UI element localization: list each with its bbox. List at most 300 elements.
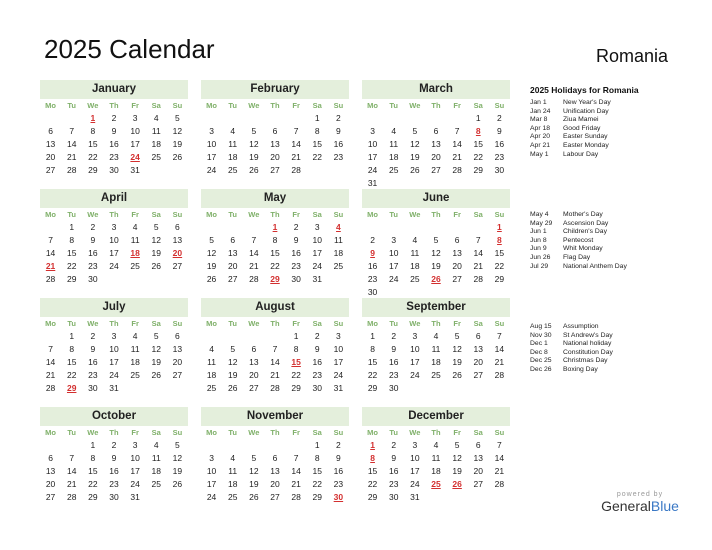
day-cell: 2 [293, 222, 299, 232]
weekday-label: Tu [228, 210, 238, 219]
day-cell: 25 [333, 261, 344, 271]
day-cell: 13 [473, 344, 483, 354]
day-cell: 21 [66, 479, 77, 489]
day-cell: 19 [452, 466, 462, 476]
day-cell: 13 [270, 139, 280, 149]
day-cell: 11 [151, 126, 161, 136]
day-cell: 26 [410, 165, 420, 175]
day-cell: 11 [228, 139, 238, 149]
day-cell: 29 [66, 274, 77, 284]
day-cell: 19 [431, 261, 441, 271]
day-cell: 27 [270, 492, 280, 502]
brand-name [580, 498, 700, 514]
day-cell: 23 [388, 479, 399, 489]
day-cell: 21 [494, 466, 505, 476]
holiday-list-3 [530, 323, 705, 375]
day-cell: 11 [130, 235, 140, 245]
day-cell: 2 [391, 331, 397, 341]
empty-cell [264, 330, 285, 343]
day-cell: 23 [312, 370, 322, 380]
day-cell: 30 [494, 165, 505, 175]
day-cell: 4 [132, 331, 138, 341]
brand-powered-text: powered by [616, 491, 664, 498]
day-cell: 7 [251, 235, 257, 245]
weekday-label: Sa [473, 319, 483, 328]
empty-cell [40, 330, 61, 343]
empty-cell [61, 439, 82, 452]
weekday-label: Th [109, 428, 119, 437]
weekday-label: Tu [228, 101, 238, 110]
weekday-label: Su [494, 319, 505, 328]
day-cell: 28 [291, 165, 301, 175]
day-cell: 28 [45, 274, 56, 284]
empty-cell [264, 112, 285, 125]
empty-cell [447, 112, 468, 125]
day-cell: 18 [227, 479, 238, 489]
weekday-label: Fr [453, 101, 461, 110]
weekday-label: Mo [367, 101, 378, 110]
day-cell: 17 [410, 357, 420, 367]
month-name: February [201, 80, 349, 99]
day-cell: 21 [249, 261, 259, 271]
weekday-label: Mo [367, 428, 378, 437]
weekday-label: Mo [45, 428, 56, 437]
day-cell: 13 [431, 139, 441, 149]
day-cell: 16 [333, 139, 344, 149]
holiday-date: Aug 15 [530, 323, 552, 330]
day-cell: 7 [497, 440, 502, 450]
weekday-label: Sa [473, 428, 483, 437]
day-cell: 18 [130, 357, 140, 367]
day-cell: 13 [249, 357, 259, 367]
day-cell: 30 [388, 492, 399, 502]
weekday-label: Tu [67, 101, 77, 110]
day-cell: 10 [388, 248, 399, 258]
day-cell: 27 [270, 165, 280, 175]
day-cell: 14 [291, 466, 301, 476]
day-cell: 2 [111, 113, 117, 123]
day-cell: 22 [270, 261, 280, 271]
month-name: August [201, 298, 349, 317]
day-cell: 28 [452, 165, 462, 175]
weekday-label: Tu [389, 101, 399, 110]
day-cell: 27 [431, 165, 441, 175]
month-10 [201, 407, 349, 504]
day-cell: 18 [151, 139, 161, 149]
month-2 [362, 80, 510, 190]
day-cell: 4 [209, 344, 214, 354]
day-cell: 23 [109, 152, 119, 162]
weekday-label: Mo [206, 210, 217, 219]
day-cell: 7 [48, 235, 53, 245]
day-cell: 24 [410, 479, 420, 489]
empty-cell [201, 330, 222, 343]
holiday-day: 15 [291, 357, 301, 367]
day-cell: 14 [249, 248, 259, 258]
holiday-day: 24 [130, 152, 140, 162]
day-cell: 14 [452, 139, 462, 149]
day-cell: 28 [270, 383, 280, 393]
holiday-name: Easter Monday [563, 141, 609, 149]
weekday-label: Th [270, 210, 280, 219]
day-cell: 5 [433, 235, 439, 245]
day-grid [40, 208, 188, 286]
day-cell: 2 [90, 331, 96, 341]
holiday-day: 1 [272, 222, 278, 232]
holiday-name: Children's Day [563, 228, 607, 236]
holiday-name: National holiday [563, 340, 612, 348]
day-cell: 27 [45, 165, 56, 175]
empty-cell [201, 112, 222, 125]
day-cell: 9 [336, 126, 341, 136]
month-3 [40, 189, 188, 286]
empty-cell [61, 112, 82, 125]
empty-cell [243, 330, 264, 343]
day-cell: 15 [312, 139, 322, 149]
month-9 [40, 407, 188, 504]
day-cell: 4 [132, 222, 138, 232]
holiday-date: Mar 8 [530, 116, 548, 124]
day-cell: 14 [45, 357, 56, 367]
day-cell: 16 [291, 248, 301, 258]
day-cell: 30 [291, 274, 301, 284]
empty-cell [243, 221, 264, 234]
weekday-label: Su [494, 210, 505, 219]
empty-cell [425, 112, 446, 125]
holiday-date: May 1 [530, 150, 549, 158]
day-cell: 25 [130, 370, 140, 380]
day-cell: 6 [475, 440, 481, 450]
holiday-day: 29 [270, 274, 280, 284]
day-cell: 12 [452, 453, 462, 463]
holiday-date: May 4 [530, 211, 549, 218]
weekday-label: Mo [206, 319, 217, 328]
day-cell: 7 [293, 126, 299, 136]
day-cell: 1 [475, 113, 481, 123]
day-cell: 22 [66, 370, 77, 380]
weekday-label: Su [172, 210, 183, 219]
day-cell: 28 [66, 492, 77, 502]
holiday-day: 18 [130, 248, 140, 258]
day-cell: 10 [410, 344, 420, 354]
weekday-label: Mo [45, 319, 56, 328]
day-cell: 5 [175, 440, 180, 450]
day-cell: 9 [111, 453, 117, 463]
day-cell: 31 [410, 492, 420, 502]
weekday-label: Tu [67, 210, 77, 219]
day-cell: 18 [206, 370, 217, 380]
empty-cell [362, 112, 383, 125]
month-name: November [201, 407, 349, 426]
day-cell: 4 [153, 440, 159, 450]
weekday-label: Sa [151, 210, 161, 219]
day-cell: 20 [172, 357, 183, 367]
day-cell: 11 [410, 248, 420, 258]
day-cell: 21 [494, 357, 505, 367]
page-title: 2025 Calendar [44, 34, 215, 64]
day-cell: 8 [314, 126, 320, 136]
holiday-date: Apr 20 [530, 133, 551, 141]
holiday-date: Nov 30 [530, 331, 552, 339]
weekday-label: Mo [206, 428, 217, 437]
day-cell: 21 [473, 261, 483, 271]
day-grid [201, 317, 349, 395]
day-cell: 20 [452, 261, 462, 271]
day-cell: 17 [312, 248, 322, 258]
day-cell: 3 [209, 453, 214, 463]
holiday-name: Boxing Day [563, 365, 598, 373]
weekday-label: We [248, 319, 260, 328]
day-cell: 10 [109, 235, 119, 245]
day-cell: 24 [109, 370, 119, 380]
month-5 [362, 189, 510, 299]
day-cell: 7 [69, 453, 75, 463]
day-cell: 9 [293, 235, 299, 245]
day-cell: 25 [206, 383, 217, 393]
day-cell: 26 [151, 261, 161, 271]
day-cell: 5 [412, 126, 418, 136]
weekday-label: Mo [206, 101, 217, 110]
day-cell: 23 [88, 370, 98, 380]
day-cell: 5 [454, 331, 460, 341]
day-cell: 28 [45, 383, 56, 393]
holiday-day: 8 [497, 235, 502, 245]
weekday-label: Su [333, 101, 344, 110]
day-cell: 22 [312, 479, 322, 489]
day-cell: 10 [130, 126, 140, 136]
day-cell: 12 [172, 126, 183, 136]
empty-cell [447, 221, 468, 234]
day-cell: 1 [69, 222, 75, 232]
day-cell: 22 [291, 370, 301, 380]
weekday-label: Su [172, 428, 183, 437]
day-cell: 12 [151, 235, 161, 245]
day-cell: 19 [452, 357, 462, 367]
day-cell: 17 [333, 357, 344, 367]
holiday-row [530, 211, 705, 220]
holiday-date: Jun 9 [530, 245, 547, 253]
day-cell: 2 [314, 331, 320, 341]
day-cell: 14 [291, 139, 301, 149]
weekday-label: Sa [312, 319, 322, 328]
day-grid [40, 317, 188, 395]
holiday-name: Pentecost [563, 236, 594, 244]
weekday-label: Mo [45, 101, 56, 110]
month-8 [362, 298, 510, 395]
empty-cell [383, 221, 404, 234]
day-grid [362, 208, 510, 299]
day-cell: 23 [291, 261, 301, 271]
day-cell: 23 [88, 261, 98, 271]
day-cell: 8 [370, 344, 375, 354]
empty-cell [222, 330, 243, 343]
day-cell: 12 [206, 248, 217, 258]
day-cell: 12 [227, 357, 238, 367]
day-cell: 21 [291, 479, 301, 489]
day-cell: 24 [410, 370, 420, 380]
day-cell: 5 [251, 453, 257, 463]
empty-cell [243, 112, 264, 125]
weekday-label: Sa [312, 210, 322, 219]
day-cell: 29 [291, 383, 301, 393]
day-cell: 2 [391, 440, 397, 450]
holiday-day: 21 [45, 261, 56, 271]
day-grid [201, 208, 349, 286]
weekday-label: Fr [453, 319, 461, 328]
day-cell: 29 [473, 165, 483, 175]
weekday-label: Th [109, 101, 119, 110]
day-cell: 14 [494, 453, 505, 463]
day-cell: 8 [69, 344, 75, 354]
day-cell: 19 [151, 248, 161, 258]
weekday-label: Su [333, 428, 344, 437]
holiday-day: 1 [90, 113, 96, 123]
weekday-label: Sa [151, 428, 161, 437]
brand-logo[interactable] [580, 491, 700, 514]
day-cell: 17 [410, 466, 420, 476]
holiday-date: Jul 29 [530, 262, 549, 270]
day-cell: 6 [175, 222, 180, 232]
day-cell: 13 [270, 466, 280, 476]
day-cell: 16 [109, 139, 119, 149]
day-cell: 30 [88, 383, 98, 393]
day-cell: 23 [494, 152, 505, 162]
day-cell: 20 [249, 370, 259, 380]
month-11 [362, 407, 510, 504]
day-cell: 9 [497, 126, 502, 136]
holiday-date: Apr 21 [530, 141, 551, 149]
day-cell: 27 [172, 261, 183, 271]
day-cell: 3 [370, 126, 375, 136]
day-cell: 2 [336, 113, 341, 123]
day-cell: 4 [412, 235, 418, 245]
day-cell: 23 [109, 479, 119, 489]
day-cell: 29 [312, 492, 322, 502]
day-cell: 6 [48, 453, 53, 463]
day-cell: 28 [473, 274, 483, 284]
day-cell: 25 [151, 479, 161, 489]
day-cell: 27 [172, 370, 183, 380]
holiday-name: Mother's Day [563, 211, 603, 218]
day-cell: 7 [454, 126, 460, 136]
holiday-row [530, 133, 705, 142]
day-cell: 6 [48, 126, 53, 136]
holiday-name: Constitution Day [563, 348, 613, 356]
day-cell: 20 [473, 466, 483, 476]
country-name: Romania [595, 46, 668, 66]
day-cell: 4 [230, 453, 236, 463]
day-cell: 17 [388, 261, 399, 271]
day-cell: 15 [88, 139, 98, 149]
weekday-label: Sa [151, 319, 161, 328]
weekday-label: Th [431, 101, 441, 110]
holiday-name: Easter Sunday [563, 133, 608, 141]
weekday-label: Fr [131, 210, 139, 219]
weekday-label: Th [109, 319, 119, 328]
day-cell: 17 [130, 466, 140, 476]
weekday-label: Su [333, 210, 344, 219]
day-grid [362, 99, 510, 190]
day-cell: 11 [431, 453, 441, 463]
day-cell: 19 [410, 152, 420, 162]
day-cell: 26 [206, 274, 217, 284]
weekday-label: We [409, 210, 421, 219]
day-cell: 19 [151, 357, 161, 367]
day-cell: 14 [270, 357, 280, 367]
weekday-label: Fr [292, 428, 300, 437]
weekday-label: Su [494, 428, 505, 437]
day-cell: 26 [249, 492, 259, 502]
day-cell: 3 [209, 126, 214, 136]
holiday-name: Christmas Day [563, 357, 608, 365]
day-cell: 4 [433, 331, 439, 341]
day-cell: 2 [497, 113, 502, 123]
holiday-list-2 [530, 211, 705, 271]
day-cell: 15 [88, 466, 98, 476]
holiday-row [530, 323, 705, 332]
day-grid [40, 99, 188, 177]
day-cell: 15 [312, 466, 322, 476]
empty-cell [40, 221, 61, 234]
day-cell: 24 [333, 370, 344, 380]
day-cell: 4 [391, 126, 397, 136]
day-cell: 11 [151, 453, 161, 463]
day-cell: 31 [109, 383, 119, 393]
day-cell: 13 [172, 344, 183, 354]
holiday-row [530, 254, 705, 263]
day-cell: 14 [45, 248, 56, 258]
holiday-row [530, 357, 705, 366]
month-name: September [362, 298, 510, 317]
weekday-label: We [87, 210, 99, 219]
day-cell: 21 [66, 152, 77, 162]
day-cell: 5 [209, 235, 214, 245]
day-cell: 28 [494, 479, 505, 489]
weekday-label: We [248, 101, 260, 110]
holiday-row [530, 245, 705, 254]
day-cell: 18 [333, 248, 344, 258]
day-cell: 17 [109, 357, 119, 367]
day-cell: 3 [132, 113, 138, 123]
day-cell: 8 [293, 344, 299, 354]
holiday-date: Apr 18 [530, 124, 551, 132]
day-cell: 12 [249, 466, 259, 476]
weekday-label: We [409, 319, 421, 328]
day-cell: 13 [172, 235, 183, 245]
day-cell: 20 [431, 152, 441, 162]
day-cell: 1 [314, 440, 320, 450]
day-cell: 19 [172, 139, 183, 149]
empty-cell [425, 221, 446, 234]
day-cell: 18 [431, 357, 441, 367]
weekday-label: Tu [389, 319, 399, 328]
day-cell: 15 [367, 357, 378, 367]
holiday-date: May 29 [530, 219, 553, 227]
month-1 [201, 80, 349, 177]
day-cell: 5 [153, 222, 159, 232]
day-cell: 19 [249, 479, 259, 489]
holiday-row [530, 340, 705, 349]
holiday-date: Dec 25 [530, 357, 552, 365]
holiday-row [530, 237, 705, 246]
day-cell: 25 [388, 165, 399, 175]
weekday-label: Su [494, 101, 505, 110]
weekday-label: We [248, 210, 260, 219]
weekday-label: Sa [151, 101, 161, 110]
day-cell: 6 [272, 126, 278, 136]
day-cell: 16 [312, 357, 322, 367]
day-cell: 18 [151, 466, 161, 476]
